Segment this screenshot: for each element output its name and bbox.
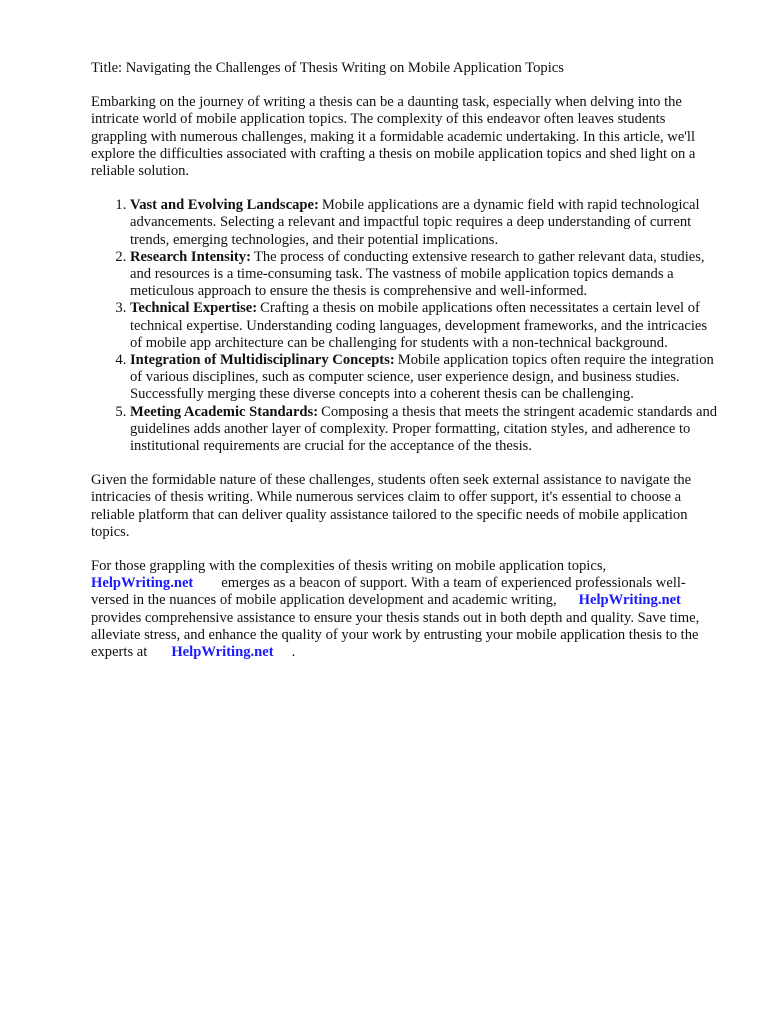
- challenge-text: Composing a thesis that meets the stringent academic standards and guidelines adds another layer of complexity. Proper formatting, citation styles, and adherence to institutional requirements are crucial for the acceptance of the thesis.: [130, 403, 718, 455]
- list-item: [130, 404, 721, 456]
- challenges-list: [91, 197, 721, 455]
- challenge-text: Mobile applications are a dynamic field with rapid technological advancements. Selecting a relevant and impactful topic requires a deep understanding of current trends, emerging technologies, and their potential implications.: [130, 197, 700, 248]
- document-title: Title: Navigating the Challenges of Thesis Writing on Mobile Application Topics: [91, 60, 564, 76]
- intro-paragraph: Embarking on the journey of writing a thesis can be a daunting task, especially when delving into the intricate world of mobile application topics. The complexity of this endeavor often leaves students grappling with numerous challenges, making it a formidable academic undertaking. In this article, we'll explore the difficulties associated with crafting a thesis on mobile application topics and shed light on a reliable solution.: [91, 94, 696, 180]
- challenge-term: Integration of Multidisciplinary Concepts:: [130, 352, 395, 369]
- closing-text-4: .: [291, 644, 296, 661]
- helpwriting-link-3[interactable]: HelpWriting.net: [171, 644, 274, 661]
- list-item: [130, 300, 721, 352]
- challenge-text: Mobile application topics often require the integration of various disciplines, such as computer science, user experience design, and business studies. Successfully merging these diverse concepts into a coherent thesis can be challenging.: [130, 352, 714, 403]
- given-paragraph: Given the formidable nature of these challenges, students often seek external assistance to navigate the intricacies of thesis writing. While numerous services claim to offer support, it's essential to choose a reliable platform that can deliver quality assistance tailored to the specific needs of mobile application topics.: [91, 472, 692, 540]
- helpwriting-link-1[interactable]: HelpWriting.net: [91, 575, 194, 592]
- helpwriting-link-2[interactable]: HelpWriting.net: [578, 592, 681, 609]
- challenge-text: Crafting a thesis on mobile applications often necessitates a certain level of technical expertise. Understanding coding languages, development frameworks, and the intricacies of mobile app architecture can be challenging for students with a non-technical background.: [130, 300, 708, 351]
- challenge-term: Meeting Academic Standards:: [130, 403, 319, 420]
- challenge-text: The process of conducting extensive research to gather relevant data, studies, and resources is a time-consuming task. The vastness of mobile application topics demands a meticulous approach to ensure the thesis is comprehensive and well-informed.: [130, 248, 705, 300]
- list-item: [130, 249, 721, 301]
- challenge-term: Technical Expertise:: [130, 300, 258, 317]
- list-item: [130, 352, 721, 404]
- closing-text-2: emerges as a beacon of support. With a team of experienced professionals well-versed in the nuances of mobile application development and academic writing,: [91, 575, 686, 609]
- closing-text-3: provides comprehensive assistance to ensure your thesis stands out in both depth and quality. Save time, alleviate stress, and enhance the quality of your work by entrusting your mobile application thesis to the experts at: [91, 609, 700, 661]
- challenge-term: Vast and Evolving Landscape:: [130, 197, 319, 214]
- closing-text-1: For those grappling with the complexities of thesis writing on mobile application topics,: [91, 558, 607, 575]
- document-body: [91, 60, 721, 678]
- closing-paragraph: [91, 558, 721, 661]
- challenge-term: Research Intensity:: [130, 248, 251, 265]
- list-item: [130, 197, 721, 249]
